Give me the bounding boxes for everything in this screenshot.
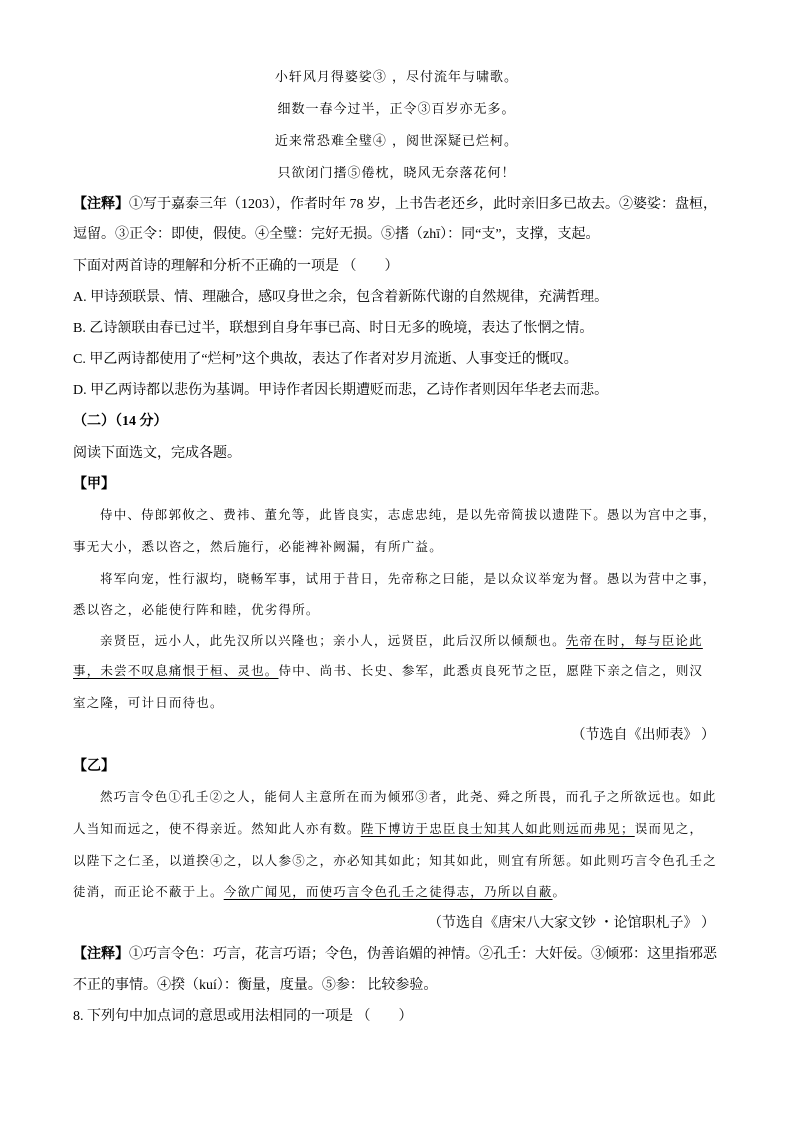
poem-line-4: 只欲闭门搘⑤倦枕，晓风无奈落花何！ (277, 166, 516, 181)
option-d: D. 甲乙两诗都以悲伤为基调。甲诗作者因长期遭贬而悲，乙诗作者则因年华老去而悲。 (73, 383, 609, 398)
yi-text-cont: 误而见之， (634, 821, 704, 836)
question-7-stem: 下面对两首诗的理解和分析不正确的一项是 （ ） (73, 259, 399, 274)
note2-line-1 (73, 943, 733, 963)
yi-text-end: 徒消，而正论不蔽于上。 (73, 884, 224, 899)
yi-source: （节选自《唐宋八大家文钞 ・论馆职札子》 ） (428, 916, 715, 931)
yi-line-2 (73, 819, 733, 837)
note-label: 【注释】 (73, 197, 129, 212)
yi-line-4 (73, 882, 733, 900)
jia-underlined-sentence-end: 事，未尝不叹息痛恨于桓、灵也。 (73, 663, 279, 678)
note2-label: 【注释】 (73, 947, 129, 962)
yi-period: 。 (552, 884, 567, 899)
jia-p3-text: 亲贤臣，远小人，此先汉所以兴隆也；亲小人，远贤臣，此后汉所以倾颓也。 (100, 633, 566, 648)
yi-label: 【乙】 (73, 759, 115, 774)
jia-p1-line-2: 事无大小，悉以咨之，然后施行，必能裨补阙漏，有所广益。 (73, 539, 443, 554)
option-c: C. 甲乙两诗都使用了“烂柯”这个典故，表达了作者对岁月流逝、人事变迁的慨叹。 (73, 352, 578, 367)
option-a: A. 甲诗颈联景、情、理融合，感叹身世之余，包含着新陈代谢的自然规律，充满哲理。 (73, 290, 609, 305)
jia-p3-text-cont: 侍中、尚书、长史、参军，此悉贞良死节之臣，愿陛下亲之信之，则汉 (278, 663, 704, 678)
jia-p2-line-1: 将军向宠，性行淑均，晓畅军事，试用于昔日，先帝称之曰能，是以众议举宠为督。愚以为营中之事， (100, 571, 717, 586)
question-8-stem: 8. 下列句中加点词的意思或用法相同的一项是 （ ） (73, 1009, 413, 1024)
option-b: B. 乙诗颔联由春已过半，联想到自身年事已高、时日无多的晚境，表达了怅惘之情。 (73, 321, 594, 336)
jia-underlined-sentence: 先帝在时，每与臣论此 (565, 633, 703, 648)
poem-line-2: 细数一春今过半，正令③百岁亦无多。 (277, 102, 516, 117)
poem-line-1: 小轩风月得婆娑③ ，尽付流年与啸歌。 (274, 70, 519, 85)
jia-p1-line-1: 侍中、侍郎郭攸之、费祎、董允等，此皆良实，志虑忠纯，是以先帝简拔以遗陛下。愚以为宫中之事， (100, 507, 717, 522)
note-text: ①写于嘉泰三年（1203），作者时年 78 岁，上书告老还乡，此时亲旧多已故去。②婆娑：盘桓， (129, 197, 717, 212)
jia-p3-line-2 (73, 661, 733, 679)
note2-line-2: 不正的事情。④揆（kuí）：衡量，度量。⑤参： 比较参验。 (73, 978, 438, 993)
jia-p2-line-2: 悉以咨之，必能使行阵和睦，优劣得所。 (73, 602, 320, 617)
jia-source: （节选自《出师表》 ） (571, 728, 715, 743)
jia-p3-line-1 (100, 631, 760, 649)
note-line-1 (73, 193, 733, 213)
yi-underlined-sentence-2: 今欲广闻见，而使巧言令色孔壬之徒得志，乃所以自蔽 (223, 884, 553, 899)
note2-text: ①巧言令色：巧言，花言巧语；令色，伪善谄媚的神情。②孔壬：大奸佞。③倾邪：这里指邪恶 (129, 947, 717, 962)
section-instruction: 阅读下面选文，完成各题。 (73, 446, 241, 461)
yi-text: 人当知而远之，使不得亲近。然知此人亦有数。 (73, 821, 361, 836)
section-heading: （二）（14 分） (73, 414, 168, 429)
jia-p3-line-3: 室之隆，可计日而待也。 (73, 695, 224, 710)
yi-line-1: 然巧言令色①孔壬②之人，能伺人主意所在而为倾邪③者，此尧、舜之所畏，而孔子之所欲远也。如此 (100, 789, 717, 804)
poem-line-3: 近来常恐难全璧④ ，阅世深疑已烂柯。 (274, 134, 519, 149)
note-line-2: 逗留。③正令：即使，假使。④全璧：完好无损。⑤搘（zhī）：同“支”，支撑，支起。 (73, 227, 600, 242)
yi-line-3: 以陛下之仁圣，以道揆④之，以人参⑤之，亦必知其如此；知其如此，则宜有所惩。如此则巧言令色孔壬之 (73, 853, 717, 868)
jia-label: 【甲】 (73, 477, 115, 492)
yi-underlined-sentence-1: 陛下博访于忠臣良士知其人如此则远而弗见； (360, 821, 635, 836)
